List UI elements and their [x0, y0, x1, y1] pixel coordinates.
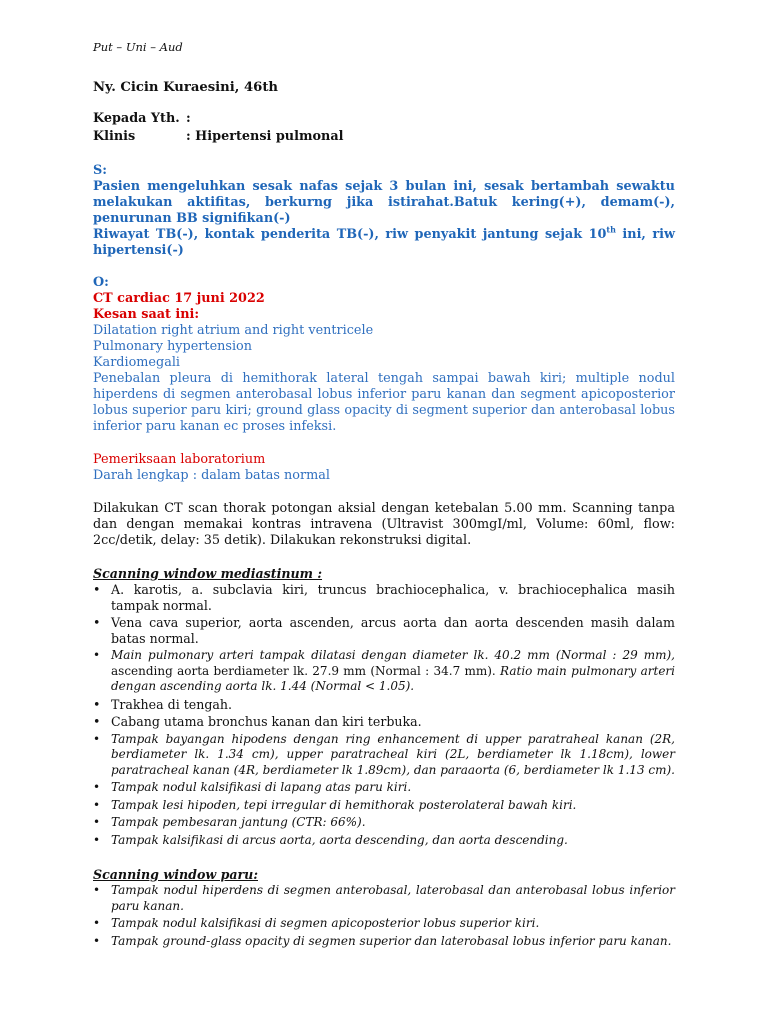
subjective-label: S: — [93, 163, 107, 178]
objective-label: O: — [93, 275, 109, 290]
kesan-line: Pulmonary hypertension — [93, 339, 252, 354]
mediastinum-list — [93, 582, 675, 848]
subjective-text-2a: Riwayat TB(-), kontak penderita TB(-), riw penyakit jantung sejak 10 — [93, 227, 607, 242]
bullet-icon: • — [93, 916, 101, 930]
document-header: Put – Uni – Aud — [93, 40, 183, 54]
kesan-title: Kesan saat ini: — [93, 307, 200, 322]
mediastinum-section — [93, 565, 675, 848]
paru-section — [93, 866, 675, 949]
lab-section — [93, 452, 675, 484]
subjective-text-2 — [93, 224, 675, 259]
paru-title: Scanning window paru: — [93, 867, 258, 882]
kesan-line: Dilatation right atrium and right ventricele — [93, 323, 374, 338]
klinis-row — [93, 128, 675, 146]
addressee-block — [93, 110, 675, 146]
kesan-line: Penebalan pleura di hemithorak lateral tengah sampai bawah kiri; multiple nodul hiperdens di segmen anterobasal lobus inferior paru kanan dan segment apicoposterior lobus superior paru kiri; ground glass opacity di segment superior dan anterobasal lobus inferior paru kanan ec proses infeksi. — [93, 371, 675, 434]
list-item: • Tampak nodul kalsifikasi di segmen apicoposterior lobus superior kiri. — [93, 916, 540, 930]
list-item: • Tampak kalsifikasi di arcus aorta, aorta descending, dan aorta descending. — [93, 832, 568, 847]
kepada-row — [93, 110, 675, 128]
kepada-label: Kepada Yth. — [93, 111, 180, 126]
klinis-value: : Hipertensi pulmonal — [186, 129, 344, 144]
subjective-section — [93, 163, 675, 259]
subjective-text-2b: ini, riw hipertensi(-) — [93, 227, 675, 258]
bullet-icon: • — [93, 615, 101, 630]
bullet-icon: • — [93, 731, 101, 746]
list-item: • Cabang utama bronchus kanan dan kiri terbuka. — [93, 714, 422, 729]
bullet-icon: • — [93, 780, 101, 794]
bullet-icon: • — [93, 815, 101, 829]
list-item: • Tampak lesi hipoden, tepi irregular di hemithorak posterolateral bawah kiri. — [93, 797, 577, 812]
subjective-sup: th — [606, 224, 616, 235]
list-item: • Trakhea di tengah. — [93, 696, 233, 712]
kesan-line: Kardiomegali — [93, 355, 181, 370]
bullet-icon: • — [93, 648, 101, 662]
list-item: • Main pulmonary arteri tampak dilatasi dengan diameter lk. 40.2 mm (Normal : 29 mm), ascending aorta berdiameter lk. 27.9 mm (Normal : 34.7 mm). Ratio main pulmonary arteri dengan ascending aorta lk. 1.44 (Normal < 1.05). — [93, 648, 675, 693]
procedure-text: Dilakukan CT scan thorak potongan aksial dengan ketebalan 5.00 mm. Scanning tanpa dan dengan memakai kontras intravena (Ultravist 300mgI/ml, Volume: 60ml, flow: 2cc/detik, delay: 35 detik). Dilakukan rekonstruksi digital. — [93, 501, 675, 548]
bullet-icon: • — [93, 714, 101, 729]
list-item: • Tampak nodul kalsifikasi di lapang atas paru kiri. — [93, 780, 412, 794]
subjective-text-1: Pasien mengeluhkan sesak nafas sejak 3 bulan ini, sesak bertambah sewaktu melakukan aktifitas, berkurng jika istirahat.Batuk kering(+), demam(-), penurunan BB signifikan(-) — [93, 179, 675, 226]
list-item: • Tampak nodul hiperdens di segmen anterobasal, laterobasal dan anterobasal lobus inferior paru kanan. — [93, 883, 675, 913]
mediastinum-title: Scanning window mediastinum : — [93, 566, 323, 581]
list-item: • A. karotis, a. subclavia kiri, truncus brachiocephalica, v. brachiocephalica masih tampak normal. — [93, 582, 675, 613]
paru-list — [93, 883, 675, 949]
bullet-icon: • — [93, 797, 101, 812]
klinis-label: Klinis — [93, 129, 136, 144]
list-item: • Tampak bayangan hipodens dengan ring enhancement di upper paratraheal kanan (2R, berdiameter lk. 1.34 cm), upper paratracheal kiri (2L, berdiameter lk 1.18cm), lower paratracheal kanan (4R, berdiameter lk 1.89cm), dan paraaorta (6, berdiameter lk 1.13 cm). — [93, 731, 675, 777]
bullet-icon: • — [93, 696, 101, 712]
kepada-value: : — [186, 111, 191, 126]
bullet-icon: • — [93, 883, 101, 897]
list-item: • Tampak pembesaran jantung (CTR: 66%). — [93, 815, 366, 829]
bullet-icon: • — [93, 832, 101, 847]
list-item: • Vena cava superior, aorta ascenden, arcus aorta dan aorta descenden masih dalam batas normal. — [93, 615, 675, 646]
bullet-icon: • — [93, 933, 101, 948]
list-item: • Tampak ground-glass opacity di segmen superior dan laterobasal lobus inferior paru kanan. — [93, 933, 672, 948]
document-page — [93, 40, 675, 951]
ct-title: CT cardiac 17 juni 2022 — [93, 291, 265, 306]
objective-section — [93, 275, 675, 435]
patient-name: Ny. Cicin Kuraesini, 46th — [93, 80, 278, 95]
bullet-icon: • — [93, 582, 101, 597]
lab-darah: Darah lengkap : dalam batas normal — [93, 468, 330, 483]
lab-title: Pemeriksaan laboratorium — [93, 452, 266, 467]
